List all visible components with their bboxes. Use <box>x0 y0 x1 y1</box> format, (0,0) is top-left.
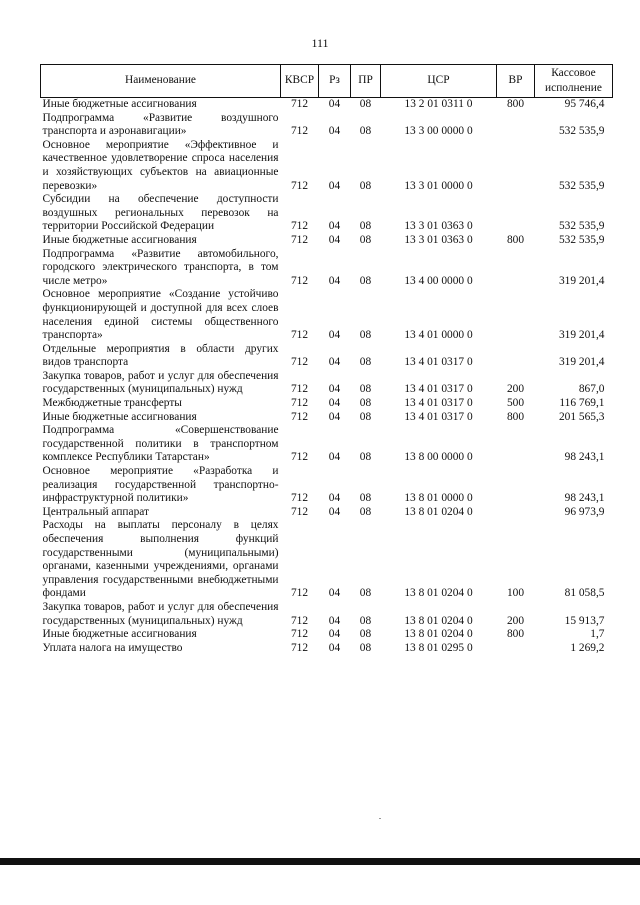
row-rz: 04 <box>328 329 341 342</box>
row-vr: 800 <box>506 98 525 110</box>
table-row <box>41 506 613 520</box>
table-row <box>41 343 613 370</box>
row-csr: 13 8 01 0204 0 <box>404 614 473 627</box>
row-csr: 13 8 01 0204 0 <box>404 628 473 641</box>
row-name: Основное мероприятие «Создание устойчиво функционирующей и доступной для всех слоев населения единой системы общественного транспорта» <box>42 288 279 342</box>
row-vr <box>497 139 535 193</box>
row-name: Закупка товаров, работ и услуг для обеспечения государственных (муниципальных) нужд <box>42 369 279 396</box>
row-csr: 13 4 01 0317 0 <box>404 397 473 410</box>
row-name: Подпрограмма «Развитие воздушного транспорта и аэронавигации» <box>42 111 279 138</box>
row-vr: 200 <box>506 614 525 627</box>
row-amount: 98 243,1 <box>564 492 605 505</box>
table-body <box>41 98 613 656</box>
row-csr: 13 8 01 0000 0 <box>404 492 473 505</box>
table-row <box>41 193 613 234</box>
row-amount: 319 201,4 <box>558 329 605 342</box>
row-csr: 13 3 01 0363 0 <box>404 233 473 246</box>
row-name: Иные бюджетные ассигнования <box>42 98 197 110</box>
header-name: Наименование <box>41 65 281 98</box>
row-kvsr: 712 <box>290 451 309 464</box>
table-row <box>41 642 613 656</box>
header-rz: Рз <box>319 65 351 98</box>
table-row <box>41 628 613 642</box>
row-name: Иные бюджетные ассигнования <box>42 628 197 641</box>
row-kvsr: 712 <box>290 641 309 654</box>
row-rz: 04 <box>328 410 341 423</box>
row-amount: 1 269,2 <box>570 641 605 654</box>
row-amount: 98 243,1 <box>564 451 605 464</box>
row-pr: 08 <box>359 505 372 518</box>
row-pr: 08 <box>359 98 372 110</box>
header-csr: ЦСР <box>381 65 497 98</box>
row-name: Подпрограмма «Совершенствование государственной политики в транспортном комплексе Республики Татарстан» <box>42 424 279 464</box>
table-row <box>41 397 613 411</box>
row-pr: 08 <box>359 179 372 192</box>
row-pr: 08 <box>359 356 372 369</box>
row-vr: 500 <box>506 397 525 410</box>
header-vr: ВР <box>497 65 535 98</box>
row-csr: 13 2 01 0311 0 <box>404 98 473 110</box>
row-csr: 13 3 00 0000 0 <box>404 125 473 138</box>
row-csr: 13 8 00 0000 0 <box>404 451 473 464</box>
row-kvsr: 712 <box>290 410 309 423</box>
row-rz: 04 <box>328 641 341 654</box>
row-amount: 867,0 <box>578 383 605 396</box>
row-pr: 08 <box>359 220 372 233</box>
row-pr: 08 <box>359 125 372 138</box>
row-csr: 13 4 01 0317 0 <box>404 383 473 396</box>
table-row <box>41 288 613 342</box>
row-vr: 200 <box>506 383 525 396</box>
row-amount: 1,7 <box>590 628 605 641</box>
row-name: Подпрограмма «Развитие автомобильного, городского электрического транспорта, в том числе метро» <box>42 247 279 287</box>
row-name: Центральный аппарат <box>42 505 150 518</box>
row-vr <box>497 343 535 370</box>
row-csr: 13 8 01 0204 0 <box>404 587 473 600</box>
row-rz: 04 <box>328 356 341 369</box>
row-kvsr: 712 <box>290 356 309 369</box>
row-pr: 08 <box>359 410 372 423</box>
table-row <box>41 248 613 289</box>
row-name: Иные бюджетные ассигнования <box>42 233 197 246</box>
row-amount: 319 201,4 <box>558 356 605 369</box>
row-pr: 08 <box>359 614 372 627</box>
row-vr: 800 <box>506 628 525 641</box>
row-pr: 08 <box>359 274 372 287</box>
budget-table <box>40 64 613 655</box>
row-csr: 13 3 01 0000 0 <box>404 179 473 192</box>
row-amount: 95 746,4 <box>564 98 605 110</box>
row-csr: 13 3 01 0363 0 <box>404 220 473 233</box>
row-vr: 800 <box>506 410 525 423</box>
row-rz: 04 <box>328 233 341 246</box>
row-kvsr: 712 <box>290 628 309 641</box>
table-row <box>41 465 613 506</box>
row-kvsr: 712 <box>290 614 309 627</box>
row-amount: 116 769,1 <box>559 397 605 410</box>
row-rz: 04 <box>328 274 341 287</box>
row-vr <box>497 424 535 465</box>
row-rz: 04 <box>328 125 341 138</box>
row-amount: 532 535,9 <box>558 125 605 138</box>
row-kvsr: 712 <box>290 98 309 110</box>
row-kvsr: 712 <box>290 233 309 246</box>
table-row <box>41 98 613 112</box>
table-row <box>41 411 613 425</box>
table-row <box>41 112 613 139</box>
table-row <box>41 370 613 397</box>
table-row <box>41 424 613 465</box>
header-kvsr: КВСР <box>281 65 319 98</box>
row-vr <box>497 288 535 342</box>
row-rz: 04 <box>328 383 341 396</box>
row-csr: 13 4 00 0000 0 <box>404 274 473 287</box>
row-csr: 13 4 01 0317 0 <box>404 356 473 369</box>
row-kvsr: 712 <box>290 329 309 342</box>
row-rz: 04 <box>328 179 341 192</box>
row-vr: 800 <box>506 233 525 246</box>
row-amount: 15 913,7 <box>564 614 605 627</box>
row-vr <box>497 112 535 139</box>
table-row <box>41 234 613 248</box>
row-vr: 100 <box>506 587 525 600</box>
row-rz: 04 <box>328 628 341 641</box>
row-kvsr: 712 <box>290 505 309 518</box>
row-kvsr: 712 <box>290 220 309 233</box>
row-pr: 08 <box>359 383 372 396</box>
row-amount: 319 201,4 <box>558 274 605 287</box>
row-name: Расходы на выплаты персоналу в целях обеспечения выполнения функций государственными (муниципальными) органами, казенными учреждениями, органами управления государственными внебюджетными фондами <box>42 519 279 600</box>
row-name: Иные бюджетные ассигнования <box>42 410 197 423</box>
row-pr: 08 <box>359 397 372 410</box>
row-amount: 532 535,9 <box>558 179 605 192</box>
row-name: Межбюджетные трансферты <box>42 397 182 410</box>
row-kvsr: 712 <box>290 397 309 410</box>
row-name: Уплата налога на имущество <box>42 641 183 654</box>
row-rz: 04 <box>328 492 341 505</box>
row-pr: 08 <box>359 329 372 342</box>
row-vr <box>497 506 535 520</box>
row-rz: 04 <box>328 614 341 627</box>
row-amount: 532 535,9 <box>558 233 605 246</box>
row-name: Основное мероприятие «Эффективное и качественное удовлетворение спроса населения и хозяйствующих субъектов на авиационные перевозки» <box>42 138 279 192</box>
row-amount: 532 535,9 <box>558 220 605 233</box>
row-vr <box>497 193 535 234</box>
row-csr: 13 4 01 0000 0 <box>404 329 473 342</box>
row-csr: 13 8 01 0204 0 <box>404 505 473 518</box>
row-kvsr: 712 <box>290 125 309 138</box>
row-name: Отдельные мероприятия в области других видов транспорта <box>42 342 279 369</box>
row-pr: 08 <box>359 587 372 600</box>
row-csr: 13 8 01 0295 0 <box>404 641 473 654</box>
row-name: Основное мероприятие «Разработка и реализация государственной транспортно-инфраструктурной политики» <box>42 465 279 505</box>
row-amount: 81 058,5 <box>564 587 605 600</box>
table-header <box>41 65 613 98</box>
row-pr: 08 <box>359 628 372 641</box>
row-amount: 96 973,9 <box>564 505 605 518</box>
table-row <box>41 601 613 628</box>
row-pr: 08 <box>359 451 372 464</box>
scan-border-bar <box>0 858 640 865</box>
row-rz: 04 <box>328 397 341 410</box>
row-name: Субсидии на обеспечение доступности воздушных региональных перевозок на территории Российской Федерации <box>42 193 279 233</box>
row-vr <box>497 642 535 656</box>
row-vr <box>497 465 535 506</box>
row-rz: 04 <box>328 587 341 600</box>
row-csr: 13 4 01 0317 0 <box>404 410 473 423</box>
row-kvsr: 712 <box>290 274 309 287</box>
row-rz: 04 <box>328 505 341 518</box>
row-pr: 08 <box>359 492 372 505</box>
scan-speck <box>379 818 381 819</box>
row-kvsr: 712 <box>290 179 309 192</box>
table-row <box>41 139 613 193</box>
row-rz: 04 <box>328 98 341 110</box>
row-rz: 04 <box>328 451 341 464</box>
table-row <box>41 519 613 601</box>
page-number: 111 <box>311 36 329 50</box>
row-amount: 201 565,3 <box>558 410 605 423</box>
row-rz: 04 <box>328 220 341 233</box>
row-kvsr: 712 <box>290 587 309 600</box>
header-cash: Кассовое исполнение <box>535 65 613 98</box>
row-name: Закупка товаров, работ и услуг для обеспечения государственных (муниципальных) нужд <box>42 600 279 627</box>
header-pr: ПР <box>351 65 381 98</box>
row-kvsr: 712 <box>290 383 309 396</box>
row-kvsr: 712 <box>290 492 309 505</box>
row-pr: 08 <box>359 233 372 246</box>
row-pr: 08 <box>359 641 372 654</box>
row-vr <box>497 248 535 289</box>
